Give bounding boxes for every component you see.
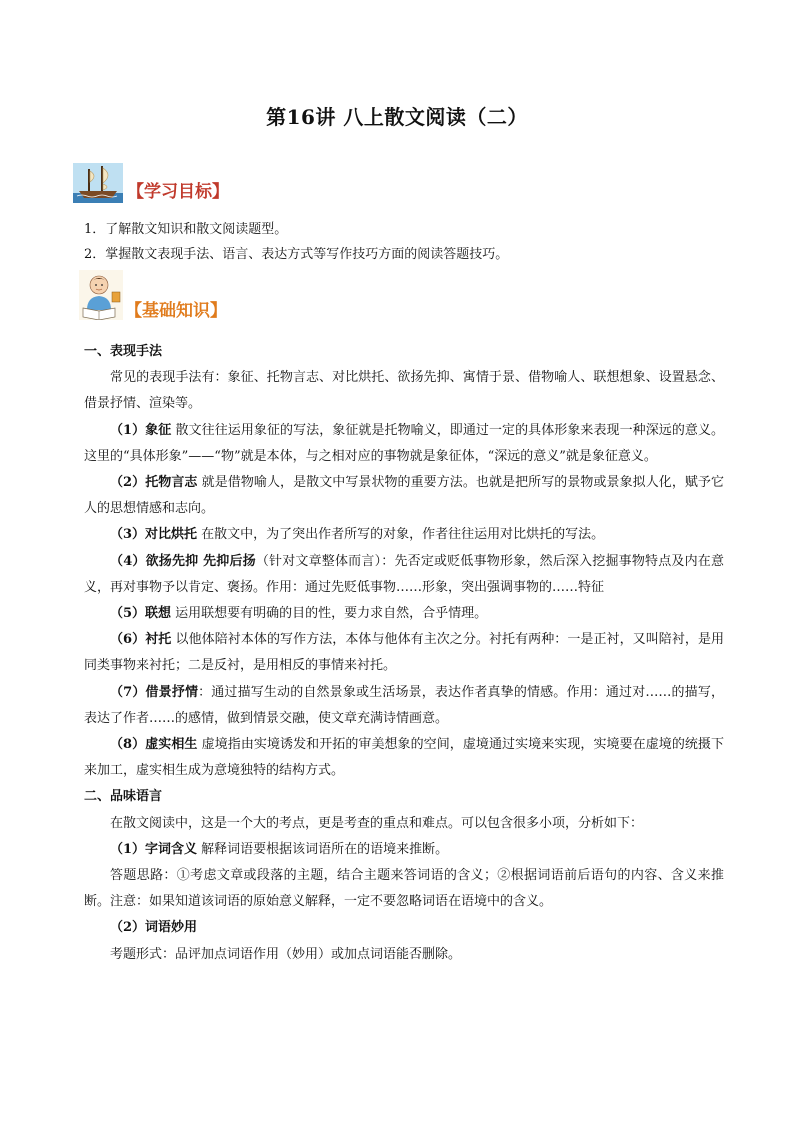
paragraph: 在散文阅读中，这是一个大的考点，更是考查的重点和难点。可以包含很多小项，分析如下： (110, 815, 644, 831)
section-heading: 二、品味语言 (84, 789, 163, 805)
term-lead: （2）托物言志 (110, 475, 198, 491)
paragraph: （6）衬托 以他体陪衬本体的写作方法，本体与他体有主次之分。衬托有两种：一是正衬，又叫陪衬，是用同类事物来衬托；二是反衬，是用相反的事情来衬托。 (84, 632, 725, 674)
paragraph: （4）欲扬先抑 先抑后扬（针对文章整体而言）：先否定或贬低事物形象，然后深入挖掘事物特点及内在意义，再对事物予以肯定、褒扬。作用：通过先贬低事物……形象，突出强调事物的……特征 (84, 553, 724, 595)
paragraph: （1）象征 散文往往运用象征的写法，象征就是托物喻义，即通过一定的具体形象来表现一种深远的意义。这里的“具体形象”——“物”就是本体，与之相对应的事物就是象征体，“深远的意义”就是象征意义。 (84, 422, 725, 464)
paragraph: （2）托物言志 就是借物喻人，是散文中写景状物的重要方法。也就是把所写的景物或景象拟人化，赋予它人的思想情感和志向。 (84, 475, 724, 517)
section-heading: 一、表现手法 (84, 344, 163, 359)
term-lead: （5）联想 (110, 606, 172, 622)
term-lead: （4）欲扬先抑 先抑后扬 (110, 553, 256, 569)
term-lead: （6）衬托 (110, 632, 172, 648)
ship-icon (73, 163, 123, 203)
term-lead: （1）字词含义 (110, 841, 198, 857)
student-reading-icon (79, 270, 123, 320)
paragraph: （3）对比烘托 在散文中，为了突出作者所写的对象，作者往往运用对比烘托的写法。 (110, 527, 605, 543)
paragraph: （1）字词含义 解释词语要根据该词语所在的语境来推断。 (110, 841, 449, 857)
term-lead: （2）词语妙用 (110, 920, 198, 936)
basic-knowledge-heading: 【基础知识】 (125, 301, 227, 321)
learning-goals-banner (73, 163, 229, 203)
paragraph: （7）借景抒情：通过描写生动的自然景象或生活场景，表达作者真挚的情感。作用：通过对……的描写，表达了作者……的感情，做到情景交融，使文章充满诗情画意。 (84, 684, 724, 726)
paragraph: 答题思路：①考虑文章或段落的主题，结合主题来答词语的含义；②根据词语前后语句的内容、含义来推断。注意：如果知道该词语的原始意义解释，一定不要忽略词语在语境中的含义。 (84, 868, 724, 910)
term-lead: （7）借景抒情 (110, 684, 199, 700)
main-content (84, 339, 724, 968)
paragraph: （8）虚实相生 虚境指由实境诱发和开拓的审美想象的空间，虚境通过实境来实现，实境要在虚境的统摄下来加工，虚实相生成为意境独特的结构方式。 (84, 737, 724, 779)
paragraph (84, 915, 724, 941)
paragraph: （5）联想 运用联想要有明确的目的性，要力求自然，合乎情理。 (110, 606, 488, 622)
paragraph: 考题形式：品评加点词语作用（妙用）或加点词语能否删除。 (110, 946, 462, 962)
goal-item: 2．掌握散文表现手法、语言、表达方式等写作技巧方面的阅读答题技巧。 (84, 247, 509, 262)
term-lead: （8）虚实相生 (110, 737, 198, 753)
learning-goals-list (84, 217, 508, 267)
term-lead: （3）对比烘托 (110, 527, 198, 543)
basic-knowledge-banner (79, 270, 227, 320)
learning-goals-heading: 【学习目标】 (127, 182, 229, 202)
paragraph: 常见的表现手法有：象征、托物言志、对比烘托、欲扬先抑、寓情于景、借物喻人、联想想象、设置悬念、借景抒情、渲染等。 (84, 370, 724, 412)
goal-item: 1．了解散文知识和散文阅读题型。 (84, 222, 288, 237)
page-title: 第16讲 八上散文阅读（二） (266, 105, 528, 129)
term-lead: （1）象征 (110, 422, 172, 438)
